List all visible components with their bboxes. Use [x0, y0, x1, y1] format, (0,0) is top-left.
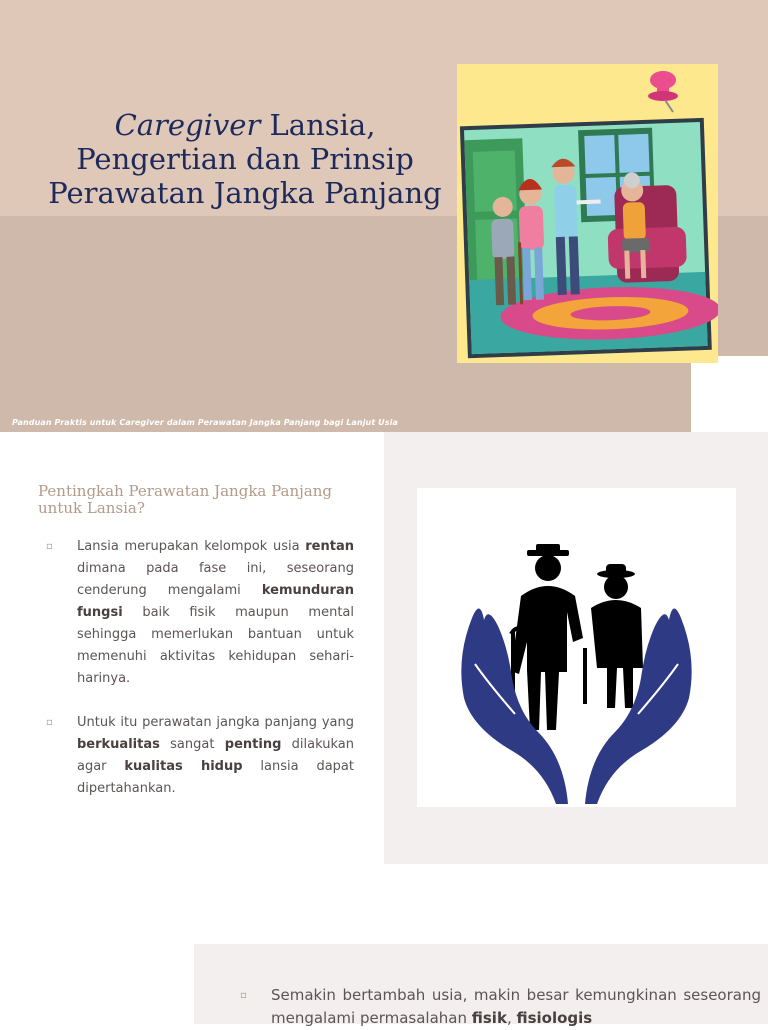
text-run: Semakin bertambah usia, makin besar kemungkinan seseorang mengalami permasalahan — [271, 986, 761, 1027]
bullet-marker: ▫ — [240, 990, 247, 1001]
push-pin-icon — [648, 71, 678, 112]
text-run: baik fisik maupun mental sehingga memerlukan bantuan untuk memenuhi aktivitas kehidupan sehari-harinya. — [77, 605, 354, 686]
title-line1-rest: Lansia, — [260, 108, 376, 142]
section-heading: Pentingkah Perawatan Jangka Panjang untuk Lansia? — [38, 482, 332, 517]
elderly-care-hands-illustration — [417, 488, 736, 807]
text-run: Untuk itu perawatan jangka panjang yang — [77, 715, 354, 730]
text-run: lansia dapat dipertahankan. — [77, 759, 354, 796]
bullet-marker: ▫ — [46, 541, 53, 552]
page-title — [40, 108, 450, 210]
caring-hands-icon — [417, 488, 736, 807]
title-italic-word: Caregiver — [114, 108, 261, 142]
list-item — [46, 536, 354, 690]
text-run: dilakukan agar — [77, 737, 354, 774]
elderly-couple-icon — [511, 544, 643, 730]
text-run: , — [506, 1009, 517, 1027]
bold-text: rentan — [305, 539, 354, 554]
caregiver-illustration — [457, 64, 718, 363]
title-line3: Perawatan Jangka Panjang — [48, 176, 442, 210]
family-room-illustration — [457, 64, 718, 363]
bold-text: fisik — [471, 1009, 507, 1027]
page-subtitle: Panduan Praktis untuk Caregiver dalam Perawatan Jangka Panjang bagi Lanjut Usia — [12, 418, 398, 427]
bold-text: fisiologis — [516, 1009, 593, 1027]
bold-text: penting — [224, 737, 282, 752]
text-run: Lansia merupakan kelompok usia — [77, 539, 306, 554]
text-run: sangat — [159, 737, 225, 752]
list-item — [240, 984, 761, 1030]
bullet-list — [46, 536, 354, 822]
title-line2: Pengertian dan Prinsip — [76, 142, 414, 176]
bold-text: berkualitas — [77, 737, 160, 752]
bold-text: kualitas hidup — [124, 759, 243, 774]
bold-text: kemunduran fungsi — [77, 583, 354, 620]
list-item — [46, 712, 354, 800]
bullet-marker: ▫ — [46, 717, 53, 728]
text-run: dimana pada fase ini, seseorang cenderung mengalami — [77, 561, 354, 598]
